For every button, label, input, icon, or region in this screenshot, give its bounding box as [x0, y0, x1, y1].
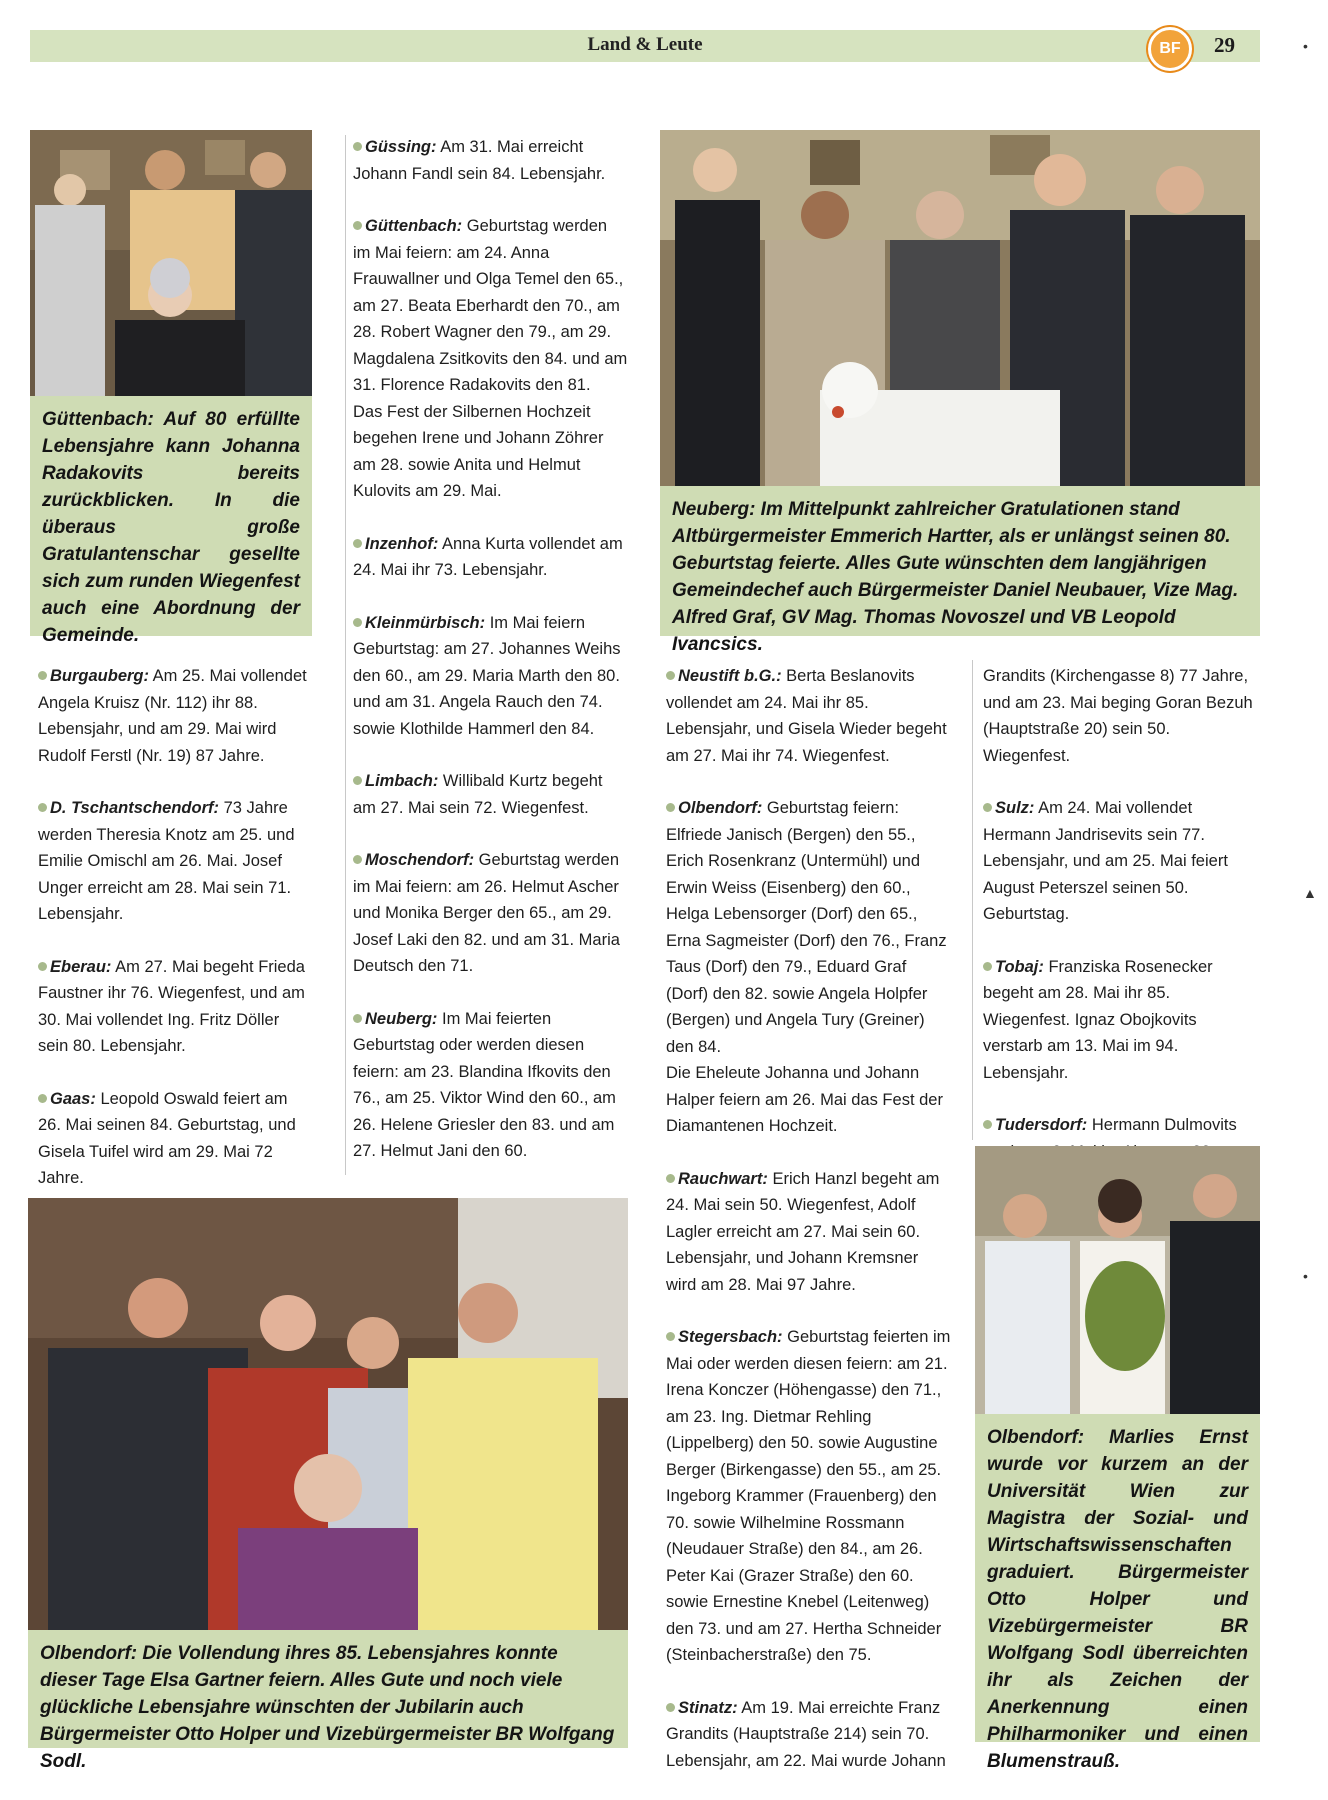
bullet-icon — [38, 671, 47, 680]
caption-neuberg: Neuberg: Im Mittelpunkt zahlreicher Gratulationen stand Altbürgermeister Emmerich Hartter, als er unlängst seinen 80. Geburtstag feierte. Alles Gute wünschten dem langjährigen Gemeindechef auch Bürgermeister Daniel Neubauer, Vize Mag. Alfred Graf, GV Mag. Thomas Novoszel und VB Leopold Ivancsics. — [660, 486, 1260, 636]
list-item: Tobaj: Franziska Rosenecker begeht am 28. Mai ihr 85. Wiegenfest. Ignaz Obojkovits verstarb am 13. Mai im 94. Lebensjahr. — [983, 957, 1213, 1082]
list-item: Rauchwart: Erich Hanzl begeht am 24. Mai sein 50. Wiegenfest, Adolf Lagler erreicht am 27. Mai sein 60. Lebensjahr, und Johann Kremsner wird am 28. Mai 97 Jahre. — [666, 1169, 940, 1294]
header-bar — [30, 30, 1260, 62]
list-item: Güssing: Am 31. Mai erreicht Johann Fandl sein 84. Lebensjahr. — [353, 138, 606, 183]
bullet-icon — [38, 803, 47, 812]
bullet-icon — [353, 539, 362, 548]
list-item: Grandits (Kirchengasse 8) 77 Jahre, und am 23. Mai beging Goran Bezuh (Hauptstraße 20) sein 50. Wiegenfest. — [983, 667, 1253, 765]
caption-guettenbach: Güttenbach: Auf 80 erfüllte Lebensjahre kann Johanna Radakovits bereits zurückblicken. In die überaus große Gratulantenschar gesellte sich zum runden Wiegenfest auch eine Abordnung der Gemeinde. — [30, 396, 312, 636]
caption-olbendorf-marlies: Olbendorf: Marlies Ernst wurde vor kurzem an der Universität Wien zur Magistra der Sozial- und Wirtschaftswissenschaften graduiert. Bürgermeister Otto Holper und Vizebürgermeister BR Wolfgang Sodl überreichten ihr als Zeichen der Anerkennung einen Philharmoniker und einen Blumenstrauß. — [975, 1414, 1260, 1742]
bullet-icon — [666, 1703, 675, 1712]
list-item: Stegersbach: Geburtstag feierten im Mai oder werden diesen feiern: am 21. Irena Konczer (Höhengasse) den 71., am 23. Ing. Dietmar Rehling (Lippelberg) den 50. sowie Augustine Berger (Birkengasse) den 55., am 25. Ingeborg Krammer (Frauenberg) den 70. sowie Wilhelmine Rossmann (Neudauer Straße) den 84., am 26. Peter Kai (Grazer Straße) den 60. sowie Ernestine Knebel (Leitenweg) den 73. und am 27. Hertha Schneider (Steinbacherstraße) den 75. — [666, 1328, 951, 1664]
bullet-icon — [38, 1094, 47, 1103]
list-item: Moschendorf: Geburtstag werden im Mai feiern: am 26. Helmut Ascher und Monika Berger den 65., am 29. Josef Laki den 82. und am 31. Maria Deutsch den 71. — [353, 851, 620, 975]
photo-guettenbach-group — [30, 130, 312, 396]
list-item: Sulz: Am 24. Mai vollendet Hermann Jandrisevits sein 77. Lebensjahr, und am 25. Mai feiert August Peterszel seinen 50. Geburtstag. — [983, 799, 1228, 923]
margin-mark: • — [1303, 38, 1308, 54]
column-divider — [972, 660, 973, 1140]
list-item: Güttenbach: Geburtstag werden im Mai feiern: am 24. Anna Frauwallner und Olga Temel den 65., am 27. Beata Eberhardt den 70., am 28. Robert Wagner den 79., am 29. Magdalena Zsitkovits den 84. und am 31. Florence Radakovits den 81. Das Fest der Silbernen Hochzeit begehen Irene und Johann Zöhrer am 28. sowie Anita und Helmut Kulovits am 29. Mai. — [353, 217, 628, 500]
publication-logo: BF — [1148, 27, 1192, 71]
list-item: Kleinmürbisch: Im Mai feiern Geburtstag: am 27. Johannes Weihs den 60., am 29. Maria Marth den 80. und am 31. Angela Rauch den 74. sowie Klothilde Hammerl den 84. — [353, 613, 621, 738]
column-2 — [353, 134, 628, 1191]
list-item: Burgauberg: Am 25. Mai vollendet Angela Kruisz (Nr. 112) ihr 88. Lebensjahr, und am 29. Mai wird Rudolf Ferstl (Nr. 19) 87 Jahre. — [38, 667, 307, 765]
photo-olbendorf-marlies — [975, 1146, 1260, 1414]
list-item: Olbendorf: Geburtstag feiern: Elfriede Janisch (Bergen) den 55., Erich Rosenkranz (Untermühl) und Erwin Weiss (Eisenberg) den 60., Helga Lebensorger (Dorf) den 65., Erna Sagmeister (Dorf) den 76., Franz Taus (Dorf) den 79., Eduard Graf (Dorf) den 82. sowie Angela Holpfer (Bergen) und Angela Tury (Greiner) den 84. Die Eheleute Johanna und Johann Halper feiern am 26. Mai das Fest der Diamantenen Hochzeit. — [666, 799, 947, 1135]
list-item: D. Tschantschendorf: 73 Jahre werden Theresia Knotz am 25. und Emilie Omischl am 26. Mai. Josef Unger erreicht am 28. Mai sein 71. Lebensjahr. — [38, 799, 295, 923]
column-3 — [666, 663, 951, 1800]
bullet-icon — [353, 618, 362, 627]
list-item: Inzenhof: Anna Kurta vollendet am 24. Mai ihr 73. Lebensjahr. — [353, 534, 623, 579]
column-1 — [38, 663, 308, 1218]
photo-olbendorf-elsa — [28, 1198, 628, 1630]
bullet-icon — [666, 803, 675, 812]
list-item: Eberau: Am 27. Mai begeht Frieda Faustner ihr 76. Wiegenfest, und am 30. Mai vollendet Ing. Fritz Döller sein 80. Lebensjahr. — [38, 957, 305, 1055]
list-item: Stinatz: Am 19. Mai erreichte Franz Grandits (Hauptstraße 214) sein 70. Lebensjahr, am 22. Mai wurde Johann — [666, 1698, 946, 1770]
bullet-icon — [353, 221, 362, 230]
photo-neuberg-group — [660, 130, 1260, 486]
bullet-icon — [353, 855, 362, 864]
section-title: Land & Leute — [587, 34, 703, 55]
list-item: Limbach: Willibald Kurtz begeht am 27. Mai sein 72. Wiegenfest. — [353, 772, 603, 817]
list-item: Gaas: Leopold Oswald feiert am 26. Mai seinen 84. Geburtstag, und Gisela Tuifel wird am 29. Mai 72 Jahre. — [38, 1089, 296, 1187]
bullet-icon — [353, 776, 362, 785]
bullet-icon — [983, 1120, 992, 1129]
caption-olbendorf-elsa: Olbendorf: Die Vollendung ihres 85. Lebensjahres konnte dieser Tage Elsa Gartner feiern. Alles Gute und noch viele glückliche Lebensjahre wünschten der Jubilarin auch Bürgermeister Otto Holper und Vizebürgermeister BR Wolfgang Sodl. — [28, 1630, 628, 1748]
bullet-icon — [983, 962, 992, 971]
margin-mark: ▲ — [1303, 885, 1317, 901]
list-item: Neuberg: Im Mai feierten Geburtstag oder werden diesen feiern: am 23. Blandina Ifkovits den 76., am 25. Viktor Wind den 60., am 26. Helene Griesler den 83. und am 27. Helmut Jani den 60. — [353, 1009, 616, 1160]
bullet-icon — [983, 803, 992, 812]
bullet-icon — [353, 142, 362, 151]
bullet-icon — [353, 1014, 362, 1023]
bullet-icon — [666, 671, 675, 680]
page-number: 29 — [1214, 33, 1235, 57]
list-item: Neustift b.G.: Berta Beslanovits vollendet am 24. Mai ihr 85. Lebensjahr, und Gisela Wieder begeht am 27. Mai ihr 74. Wiegenfest. — [666, 667, 947, 765]
bullet-icon — [38, 962, 47, 971]
list-item: Tudersdorf: Hermann Dulmovits — [983, 1112, 1260, 1192]
column-4 — [983, 663, 1260, 1218]
column-divider — [345, 135, 346, 1175]
margin-mark: • — [1303, 1268, 1308, 1284]
bullet-icon — [666, 1174, 675, 1183]
bullet-icon — [666, 1332, 675, 1341]
